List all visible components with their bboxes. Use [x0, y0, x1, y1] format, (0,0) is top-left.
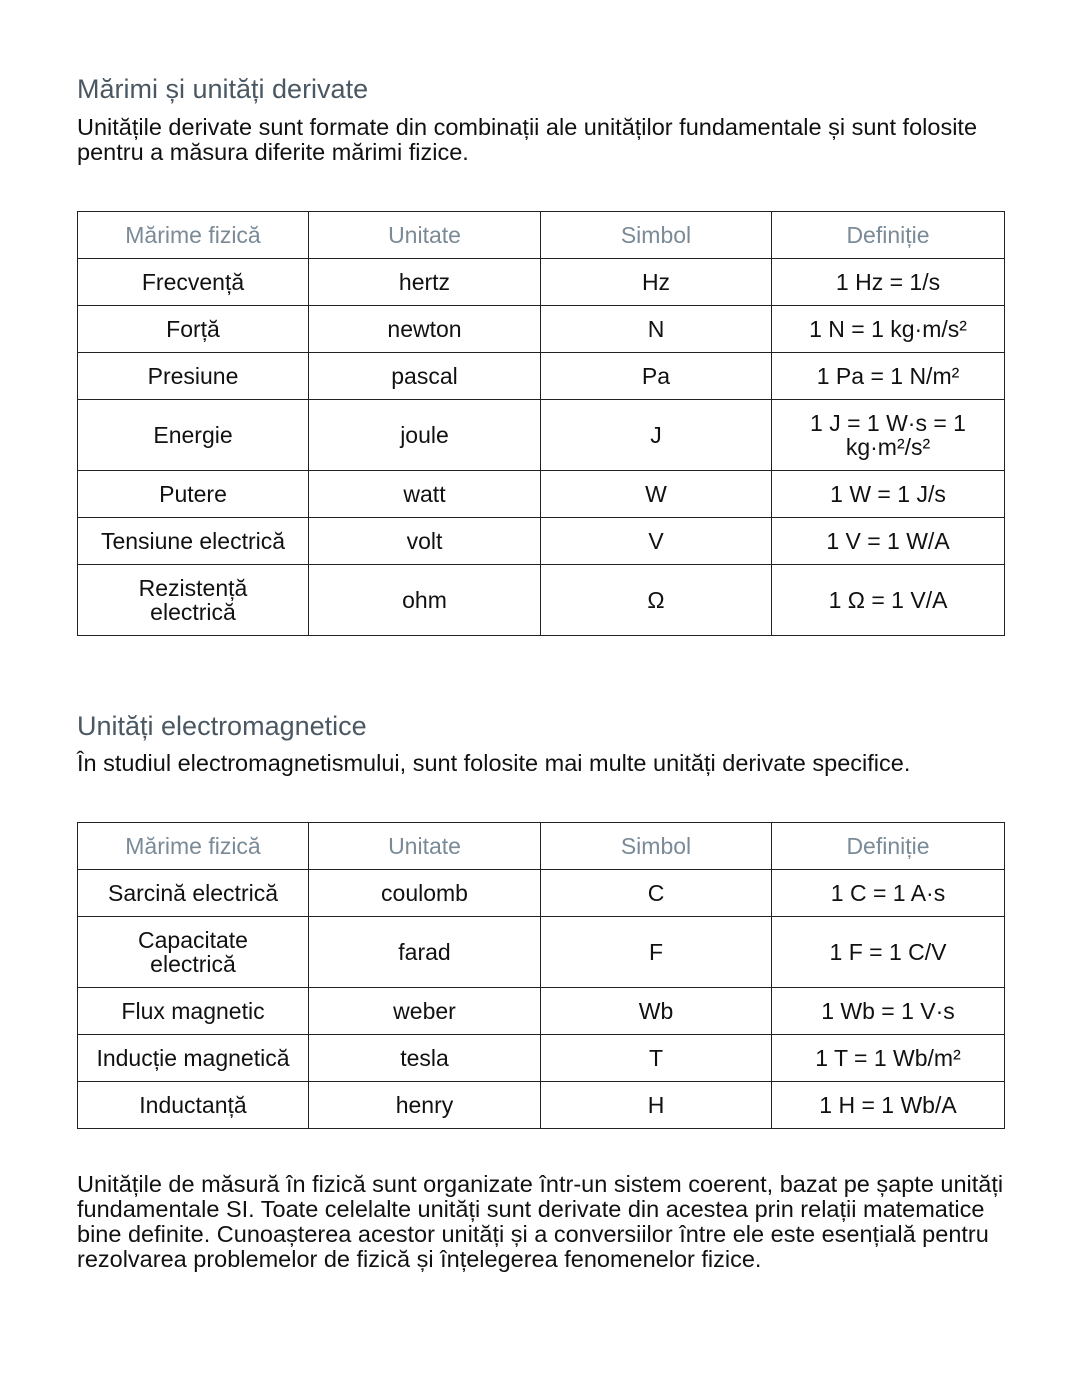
- table-row: [78, 353, 1005, 400]
- cell-unit: volt: [309, 518, 541, 565]
- derived-units-table: [77, 211, 1005, 636]
- cell-definition: 1 H = 1 Wb/A: [772, 1082, 1005, 1129]
- cell-symbol: V: [541, 518, 772, 565]
- cell-quantity: Energie: [78, 400, 309, 471]
- cell-symbol: Pa: [541, 353, 772, 400]
- column-header-unit: Unitate: [309, 212, 541, 259]
- cell-quantity: Sarcină electrică: [78, 870, 309, 917]
- closing-paragraph: Unitățile de măsură în fizică sunt organizate într-un sistem coerent, bazat pe șapte unități fundamentale SI. Toate celelalte unități sunt derivate din acestea prin relații matematice bine definite. Cunoașterea acestor unități și a conversiilor între ele este esențială pentru rezolvarea problemelor de fizică și înțelegerea fenomenelor fizice.: [77, 1171, 1004, 1272]
- cell-symbol: Ω: [541, 565, 772, 636]
- table-header-row: [78, 823, 1005, 870]
- cell-definition: 1 V = 1 W/A: [772, 518, 1005, 565]
- cell-unit: tesla: [309, 1035, 541, 1082]
- table-row: [78, 1035, 1005, 1082]
- table-row: [78, 1082, 1005, 1129]
- column-header-definition: Definiție: [772, 823, 1005, 870]
- cell-definition: 1 Pa = 1 N/m²: [772, 353, 1005, 400]
- cell-symbol: N: [541, 306, 772, 353]
- table-row: [78, 259, 1005, 306]
- cell-quantity: Capacitate electrică: [78, 917, 309, 988]
- cell-symbol: W: [541, 471, 772, 518]
- table-row: [78, 917, 1005, 988]
- section-title-electromagnetic-units: Unități electromagnetice: [77, 711, 367, 741]
- cell-definition: 1 C = 1 A·s: [772, 870, 1005, 917]
- cell-quantity: Rezistență electrică: [78, 565, 309, 636]
- table-row: [78, 471, 1005, 518]
- cell-quantity: Inducție magnetică: [78, 1035, 309, 1082]
- cell-unit: weber: [309, 988, 541, 1035]
- cell-unit: pascal: [309, 353, 541, 400]
- cell-definition: 1 Ω = 1 V/A: [772, 565, 1005, 636]
- cell-symbol: Hz: [541, 259, 772, 306]
- cell-unit: joule: [309, 400, 541, 471]
- cell-quantity: Forță: [78, 306, 309, 353]
- column-header-symbol: Simbol: [541, 823, 772, 870]
- cell-quantity: Frecvență: [78, 259, 309, 306]
- cell-symbol: C: [541, 870, 772, 917]
- cell-definition: 1 W = 1 J/s: [772, 471, 1005, 518]
- cell-unit: watt: [309, 471, 541, 518]
- table-row: [78, 518, 1005, 565]
- cell-unit: ohm: [309, 565, 541, 636]
- table-row: [78, 988, 1005, 1035]
- column-header-quantity: Mărime fizică: [78, 823, 309, 870]
- cell-symbol: H: [541, 1082, 772, 1129]
- column-header-definition: Definiție: [772, 212, 1005, 259]
- cell-quantity: Inductanță: [78, 1082, 309, 1129]
- cell-definition: 1 J = 1 W·s = 1 kg·m²/s²: [772, 400, 1005, 471]
- table-row: [78, 565, 1005, 636]
- column-header-unit: Unitate: [309, 823, 541, 870]
- cell-definition: 1 N = 1 kg·m/s²: [772, 306, 1005, 353]
- section-title-derived-units: Mărimi și unități derivate: [77, 74, 369, 104]
- table-row: [78, 400, 1005, 471]
- cell-definition: 1 Wb = 1 V·s: [772, 988, 1005, 1035]
- cell-unit: farad: [309, 917, 541, 988]
- table-row: [78, 306, 1005, 353]
- cell-definition: 1 Hz = 1/s: [772, 259, 1005, 306]
- cell-symbol: T: [541, 1035, 772, 1082]
- section-description-derived-units: Unitățile derivate sunt formate din combinații ale unităților fundamentale și sunt folosite pentru a măsura diferite mărimi fizice.: [77, 114, 978, 165]
- cell-quantity: Putere: [78, 471, 309, 518]
- section-description-electromagnetic-units: În studiul electromagnetismului, sunt folosite mai multe unități derivate specifice.: [77, 750, 911, 776]
- column-header-symbol: Simbol: [541, 212, 772, 259]
- cell-unit: newton: [309, 306, 541, 353]
- cell-unit: hertz: [309, 259, 541, 306]
- cell-symbol: F: [541, 917, 772, 988]
- cell-unit: coulomb: [309, 870, 541, 917]
- cell-symbol: Wb: [541, 988, 772, 1035]
- cell-definition: 1 F = 1 C/V: [772, 917, 1005, 988]
- cell-quantity: Tensiune electrică: [78, 518, 309, 565]
- cell-unit: henry: [309, 1082, 541, 1129]
- electromagnetic-units-table: [77, 822, 1005, 1129]
- table-row: [78, 870, 1005, 917]
- cell-quantity: Flux magnetic: [78, 988, 309, 1035]
- cell-definition: 1 T = 1 Wb/m²: [772, 1035, 1005, 1082]
- table-header-row: [78, 212, 1005, 259]
- cell-quantity: Presiune: [78, 353, 309, 400]
- cell-symbol: J: [541, 400, 772, 471]
- column-header-quantity: Mărime fizică: [78, 212, 309, 259]
